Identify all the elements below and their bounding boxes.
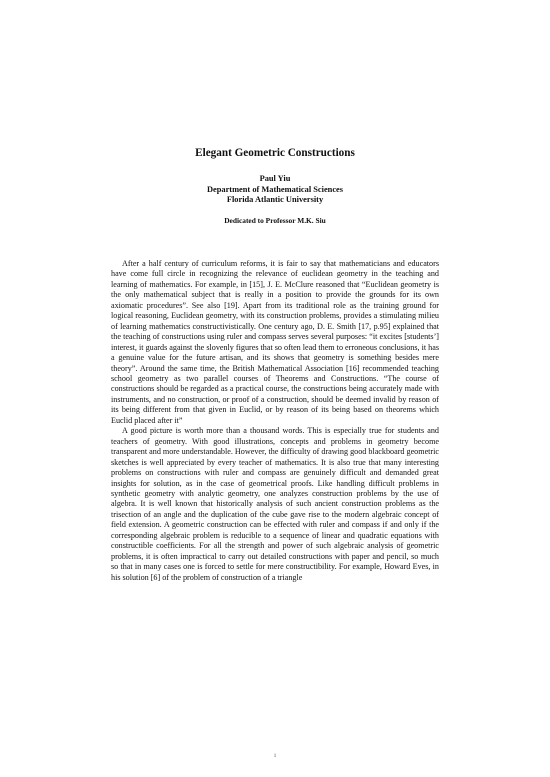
- author-block: [0, 174, 550, 206]
- author-name: Paul Yiu: [259, 174, 291, 183]
- paper-title: Elegant Geometric Constructions: [195, 147, 355, 159]
- author-department: Department of Mathematical Sciences: [206, 184, 344, 194]
- page-number: 1: [273, 754, 277, 759]
- paper-body: [111, 259, 439, 583]
- paper-header: [0, 146, 550, 226]
- paragraph-2: A good picture is worth more than a thousand words. This is especially true for students and teachers of geometry. With good illustrations, concepts and problems in geometry become transparent and more understandable. However, the difficulty of drawing good blackboard geometric sketches is well appreciated by every teacher of mathematics. It is also true that many interesting problems on constructions with ruler and compass are genuinely difficult and demanded great insights for solution, as in the case of geometrical proofs. Like handling difficult problems in synthetic geometry with analytic geometry, one analyzes construction problems by the use of algebra. It is well known that historically analysis of such ancient construction problems as the trisection of an angle and the duplication of the cube gave rise to the modern algebraic concept of field extension. A geometric construction can be effected with ruler and compass if and only if the corresponding algebraic problem is reducible to a sequence of linear and quadratic equations with constructible coefficients. For all the strength and power of such algebraic analysis of geometric problems, it is often impractical to carry out detailed constructions with paper and pencil, so much so that in many cases one is forced to settle for mere constructibility. For example, Howard Eves, in his solution [6] of the problem of construction of a triangle: [111, 426, 439, 582]
- paragraph-1: After a half century of curriculum reforms, it is fair to say that mathematicians and educators have come full circle in recognizing the relevance of euclidean geometry in the teaching and learning of mathematics. For example, in [15], J. E. McClure reasoned that “Euclidean geometry is the only mathematical subject that is really in a position to provide the grounds for its own axiomatic procedures”. See also [19]. Apart from its traditional role as the training ground for logical reasoning, Euclidean geometry, with its construction problems, provides a stimulating milieu of learning mathematics constructivistically. One century ago, D. E. Smith [17, p.95] explained that the teaching of constructions using ruler and compass serves several purposes: “it excites [students’] interest, it guards against the slovenly figures that so often lead them to erroneous conclusions, it has a genuine value for the future artisan, and its shows that geometry is something besides mere theory”. Around the same time, the British Mathematical Association [16] recommended teaching school geometry as two parallel courses of Theorems and Constructions. “The course of constructions should be regarded as a practical course, the constructions being accurately made with instruments, and no construction, or proof of a construction, should be deemed invalid by reason of its being different from that given in Euclid, or by reason of its being based on theorems which Euclid placed after it”: [111, 259, 439, 425]
- author-university: Florida Atlantic University: [226, 195, 324, 205]
- dedication: Dedicated to Professor M.K. Siu: [224, 215, 326, 225]
